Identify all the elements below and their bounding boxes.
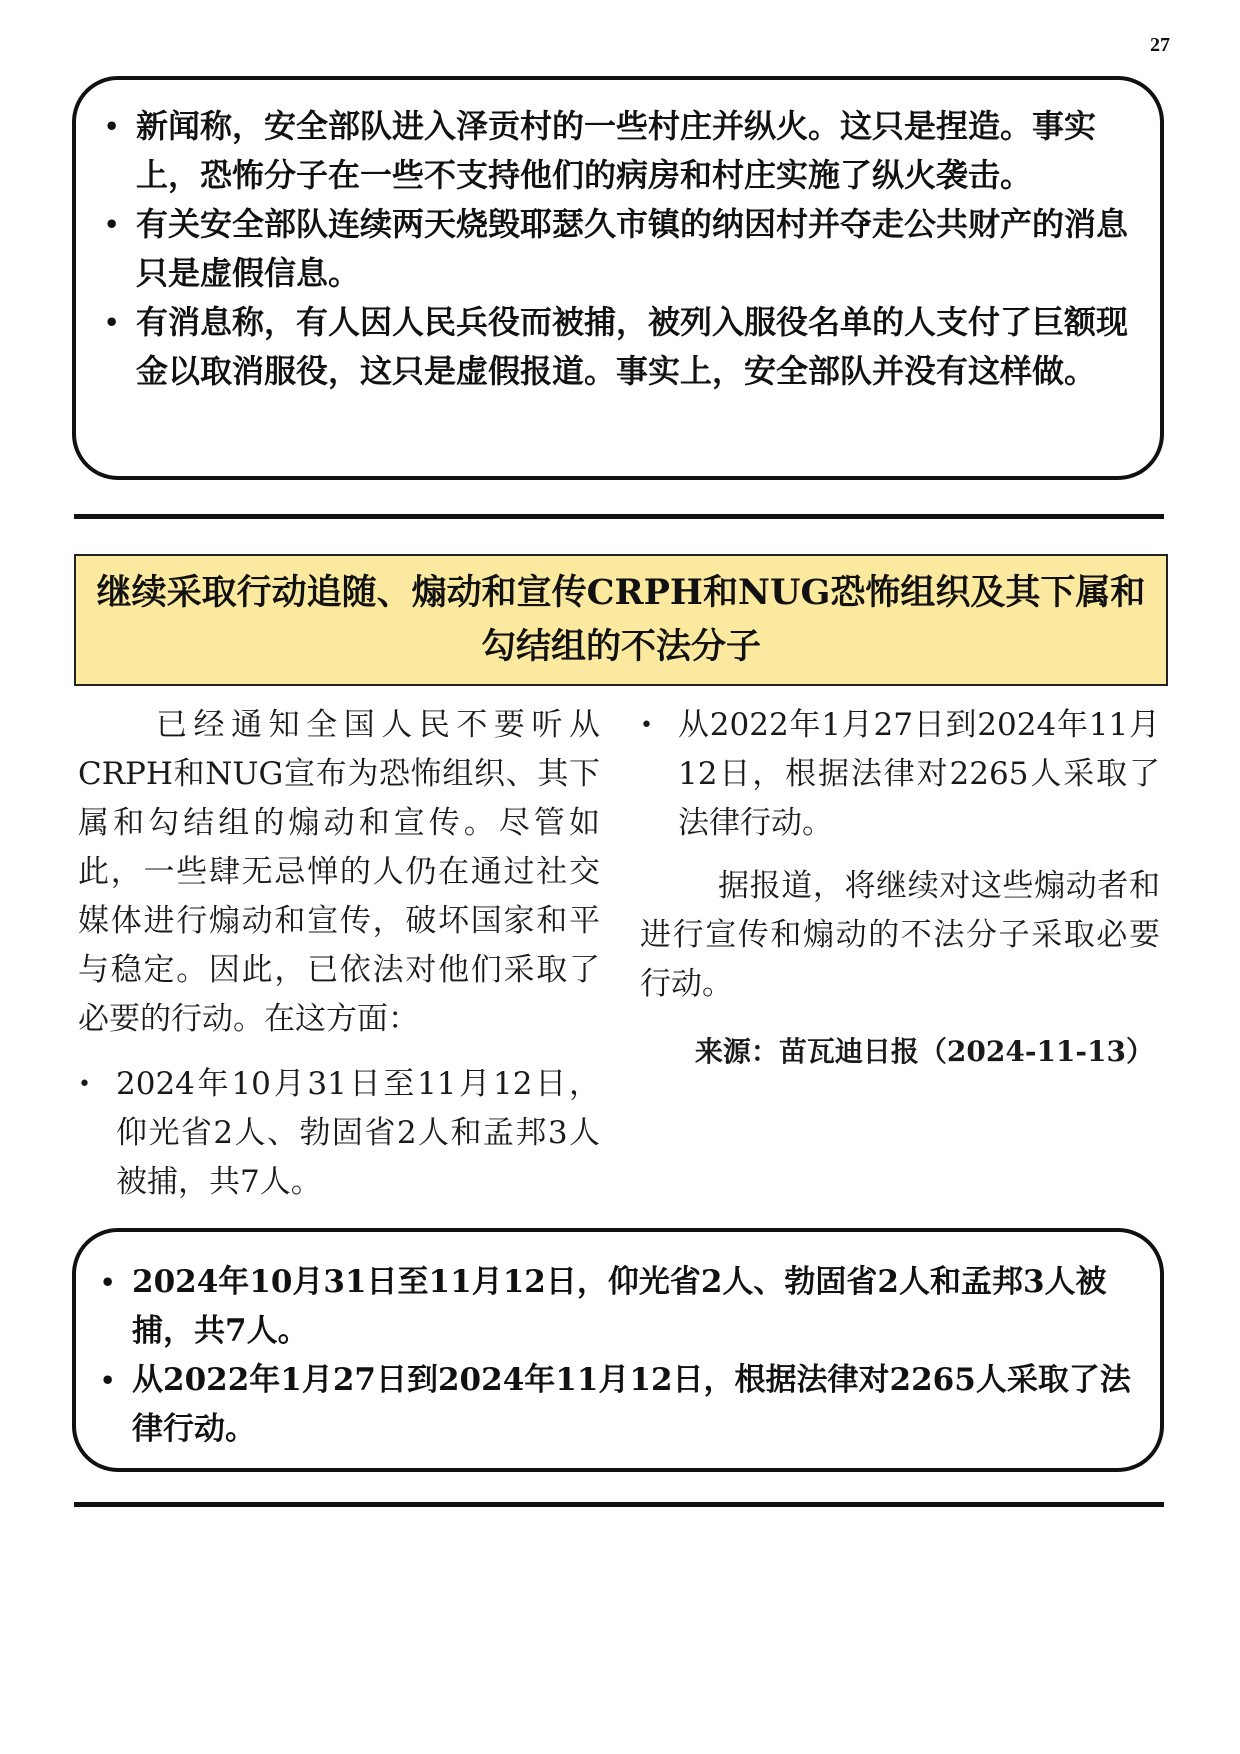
top-summary-list	[104, 102, 1138, 396]
list-item	[104, 298, 1138, 396]
bullet-icon: •	[640, 713, 653, 738]
list-item	[100, 1258, 1138, 1356]
list-item-text: 2024年10月31日至11月12日，仰光省2人、勃固省2人和孟邦3人被捕，共7人。	[116, 1066, 600, 1200]
bottom-summary-box	[72, 1228, 1164, 1472]
divider	[74, 514, 1164, 519]
list-item	[100, 1356, 1138, 1454]
list-item-text: 从2022年1月27日到2024年11月12日，根据法律对2265人采取了法律行动。	[132, 1362, 1131, 1447]
article-bullet-list	[640, 701, 1160, 848]
bullet-icon: •	[104, 112, 120, 141]
article-paragraph: 据报道，将继续对这些煽动者和进行宣传和煽动的不法分子采取必要行动。	[640, 868, 1160, 1002]
list-item	[104, 200, 1138, 298]
list-item-text: 有消息称，有人因人民兵役而被捕，被列入服役名单的人支付了巨额现金以取消服役，这只是虚假报道。事实上，安全部队并没有这样做。	[136, 303, 1129, 390]
list-item	[78, 1060, 600, 1207]
bullet-icon: •	[104, 308, 120, 337]
list-item-text: 2024年10月31日至11月12日，仰光省2人、勃固省2人和孟邦3人被捕，共7人。	[132, 1264, 1107, 1349]
list-item	[640, 701, 1160, 848]
article-paragraph: 已经通知全国人民不要听从CRPH和NUG宣布为恐怖组织、其下属和勾结组的煽动和宣传。尽管如此，一些肆无忌惮的人仍在通过社交媒体进行煽动和宣传，破坏国家和平与稳定。因此，已依法对他们采取了必要的行动。在这方面：	[78, 707, 600, 1037]
bullet-icon: •	[78, 1072, 91, 1097]
list-item-text: 新闻称，安全部队进入泽贡村的一些村庄并纵火。这只是捏造。事实上，恐怖分子在一些不支持他们的病房和村庄实施了纵火袭击。	[136, 107, 1097, 194]
divider	[74, 1502, 1164, 1507]
article-left-column	[78, 701, 600, 1207]
top-summary-box	[72, 76, 1164, 480]
bullet-icon: •	[100, 1366, 116, 1395]
bullet-icon: •	[104, 210, 120, 239]
article-headline: 继续采取行动追随、煽动和宣传CRPH和NUG恐怖组织及其下属和勾结组的不法分子	[96, 572, 1146, 667]
list-item	[104, 102, 1138, 200]
headline-banner	[74, 554, 1168, 686]
list-item-text: 有关安全部队连续两天烧毁耶瑟久市镇的纳因村并夺走公共财产的消息只是虚假信息。	[136, 205, 1129, 292]
article-source: 来源：苗瓦迪日报（2024-11-13）	[694, 1035, 1154, 1068]
article-bullet-list	[78, 1060, 600, 1207]
article-right-column	[640, 701, 1160, 1076]
list-item-text: 从2022年1月27日到2024年11月12日，根据法律对2265人采取了法律行动。	[678, 707, 1160, 841]
page-number: 27	[1150, 34, 1170, 56]
bullet-icon: •	[100, 1268, 116, 1297]
bottom-summary-list	[100, 1258, 1138, 1454]
